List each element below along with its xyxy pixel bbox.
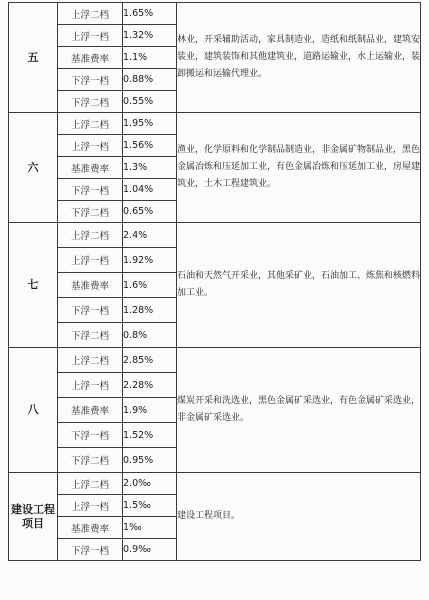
rate-level: 下浮二档 — [58, 201, 123, 223]
rate-value: 1.28% — [123, 298, 177, 323]
rate-level: 基准费率 — [58, 157, 123, 179]
rate-value: 1.32% — [123, 25, 177, 47]
rate-value: 0.55% — [123, 91, 177, 113]
rate-level: 上浮二档 — [58, 473, 123, 495]
rate-value: 1‰ — [123, 517, 177, 539]
rate-level: 下浮一档 — [58, 539, 123, 561]
rate-value: 0.88% — [123, 69, 177, 91]
rate-value: 1.6% — [123, 273, 177, 298]
rate-level: 上浮一档 — [58, 248, 123, 273]
industry-list: 渔业，化学原料和化学制品制造业，非金属矿物制品业，黑色金属冶炼和压延加工业，有色金属冶炼和压延加工业，房屋建筑业，土木工程建筑业。 — [177, 113, 421, 223]
rate-level: 上浮二档 — [58, 348, 123, 373]
rate-level: 基准费率 — [58, 398, 123, 423]
rate-value: 2.0‰ — [123, 473, 177, 495]
industry-list: 林业，开采辅助活动，家具制造业，造纸和纸制品业，建筑安装业，建筑装饰和其他建筑业，道路运输业，水上运输业，装卸搬运和运输代理业。 — [177, 3, 421, 113]
rate-value: 0.95% — [123, 448, 177, 473]
rate-level: 下浮一档 — [58, 179, 123, 201]
rate-level: 下浮一档 — [58, 69, 123, 91]
rate-level: 上浮一档 — [58, 373, 123, 398]
rate-level: 上浮二档 — [58, 113, 123, 135]
industry-list: 煤炭开采和洗选业，黑色金属矿采选业，有色金属矿采选业，非金属矿采选业。 — [177, 348, 421, 473]
industry-class-label: 七 — [9, 223, 58, 348]
rate-level: 下浮二档 — [58, 91, 123, 113]
rate-level: 上浮二档 — [58, 223, 123, 248]
rate-level: 上浮一档 — [58, 135, 123, 157]
rate-value: 2.28% — [123, 373, 177, 398]
rate-table — [8, 2, 421, 561]
industry-class-label: 六 — [9, 113, 58, 223]
table-row — [9, 223, 421, 248]
rate-value: 1.5‰ — [123, 495, 177, 517]
rate-value: 1.1% — [123, 47, 177, 69]
industry-list: 建设工程项目。 — [177, 473, 421, 561]
table-row — [9, 473, 421, 495]
table-row — [9, 113, 421, 135]
rate-value: 1.95% — [123, 113, 177, 135]
industry-class-label: 八 — [9, 348, 58, 473]
rate-level: 基准费率 — [58, 517, 123, 539]
rate-value: 1.04% — [123, 179, 177, 201]
rate-level: 下浮二档 — [58, 448, 123, 473]
rate-value: 0.8% — [123, 323, 177, 348]
rate-level: 下浮一档 — [58, 298, 123, 323]
table-row — [9, 3, 421, 25]
industry-list: 石油和天然气开采业，其他采矿业，石油加工、炼焦和核燃料加工业。 — [177, 223, 421, 348]
rate-value: 2.4% — [123, 223, 177, 248]
rate-value: 0.9‰ — [123, 539, 177, 561]
rate-value: 1.92% — [123, 248, 177, 273]
industry-class-label: 建设工程项目 — [9, 473, 58, 561]
rate-level: 上浮一档 — [58, 25, 123, 47]
rate-value: 1.3% — [123, 157, 177, 179]
rate-value: 2.85% — [123, 348, 177, 373]
rate-level: 下浮一档 — [58, 423, 123, 448]
rate-level: 上浮二档 — [58, 3, 123, 25]
rate-value: 1.65% — [123, 3, 177, 25]
industry-class-label: 五 — [9, 3, 58, 113]
table-row — [9, 348, 421, 373]
rate-level: 上浮一档 — [58, 495, 123, 517]
rate-value: 0.65% — [123, 201, 177, 223]
rate-level: 下浮二档 — [58, 323, 123, 348]
rate-level: 基准费率 — [58, 273, 123, 298]
rate-value: 1.9% — [123, 398, 177, 423]
rate-value: 1.52% — [123, 423, 177, 448]
rate-level: 基准费率 — [58, 47, 123, 69]
rate-value: 1.56% — [123, 135, 177, 157]
